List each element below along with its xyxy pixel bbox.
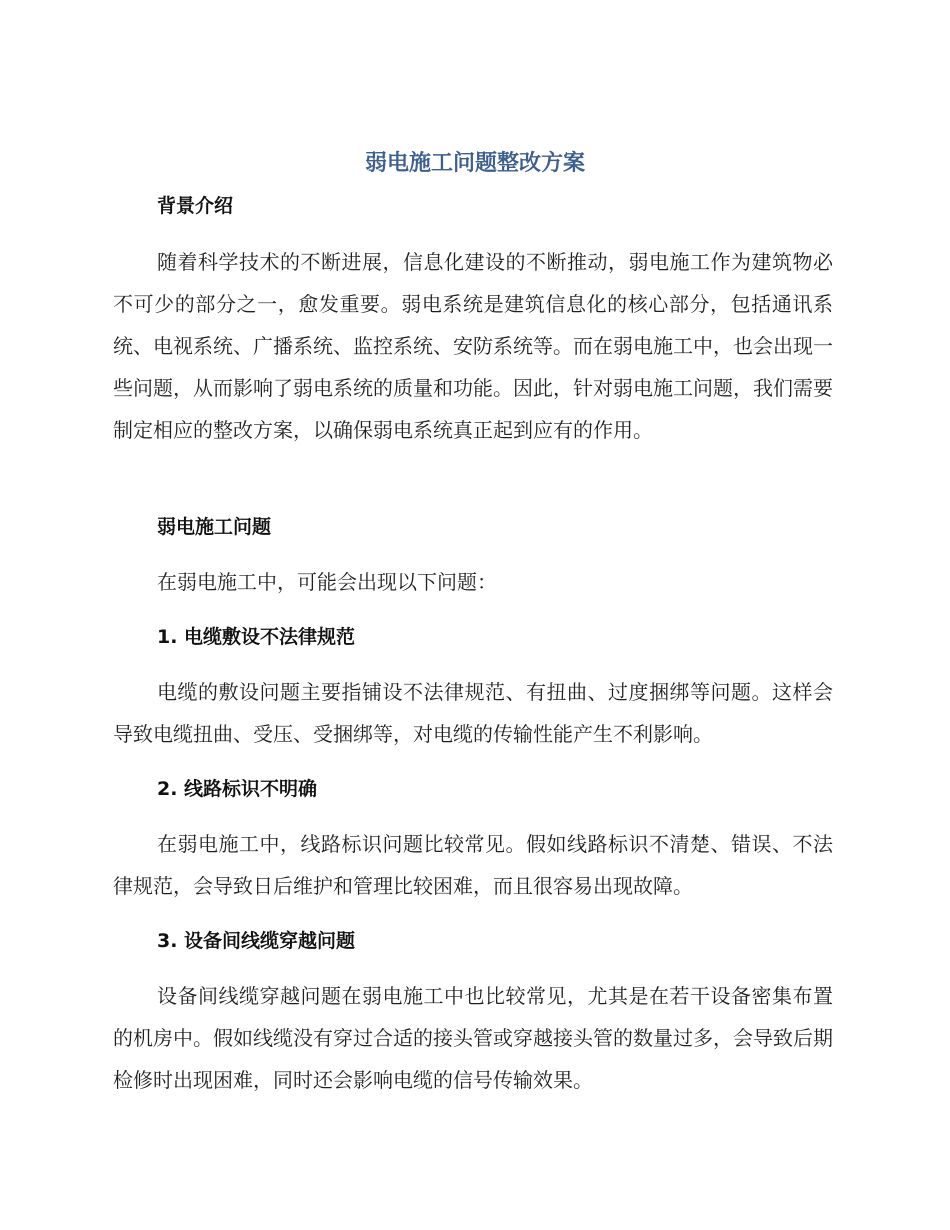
- section-heading-problems: 弱电施工问题: [157, 516, 272, 538]
- section-heading-background: 背景介绍: [157, 195, 234, 217]
- section-paragraph-line-labeling: 在弱电施工中，线路标识问题比较常见。假如线路标识不清楚、错误、不法律规范，会导致日后维护和管理比较困难，而且很容易出现故障。: [113, 832, 833, 898]
- section-heading-cable-crossing: 3. 设备间线缆穿越问题: [157, 930, 356, 952]
- section-paragraph-cable-laying: 电缆的敷设问题主要指铺设不法律规范、有扭曲、过度捆绑等问题。这样会导致电缆扭曲、受压、受捆绑等，对电缆的传输性能产生不利影响。: [113, 680, 833, 746]
- section-paragraph-background: 随着科学技术的不断进展，信息化建设的不断推动，弱电施工作为建筑物必不可少的部分之一，愈发重要。弱电系统是建筑信息化的核心部分，包括通讯系统、电视系统、广播系统、监控系统、安防系统等。而在弱电施工中，也会出现一些问题，从而影响了弱电系统的质量和功能。因此，针对弱电施工问题，我们需要制定相应的整改方案，以确保弱电系统真正起到应有的作用。: [113, 250, 833, 442]
- section-paragraph-cable-crossing: 设备间线缆穿越问题在弱电施工中也比较常见，尤其是在若干设备密集布置的机房中。假如线缆没有穿过合适的接头管或穿越接头管的数量过多，会导致后期检修时出现困难，同时还会影响电缆的信号传输效果。: [113, 984, 833, 1092]
- page-title: 弱电施工问题整改方案: [364, 151, 585, 176]
- section-heading-line-labeling: 2. 线路标识不明确: [157, 778, 318, 800]
- section-paragraph-problems: 在弱电施工中，可能会出现以下问题：: [157, 570, 497, 594]
- section-heading-cable-laying: 1. 电缆敷设不法律规范: [157, 626, 356, 648]
